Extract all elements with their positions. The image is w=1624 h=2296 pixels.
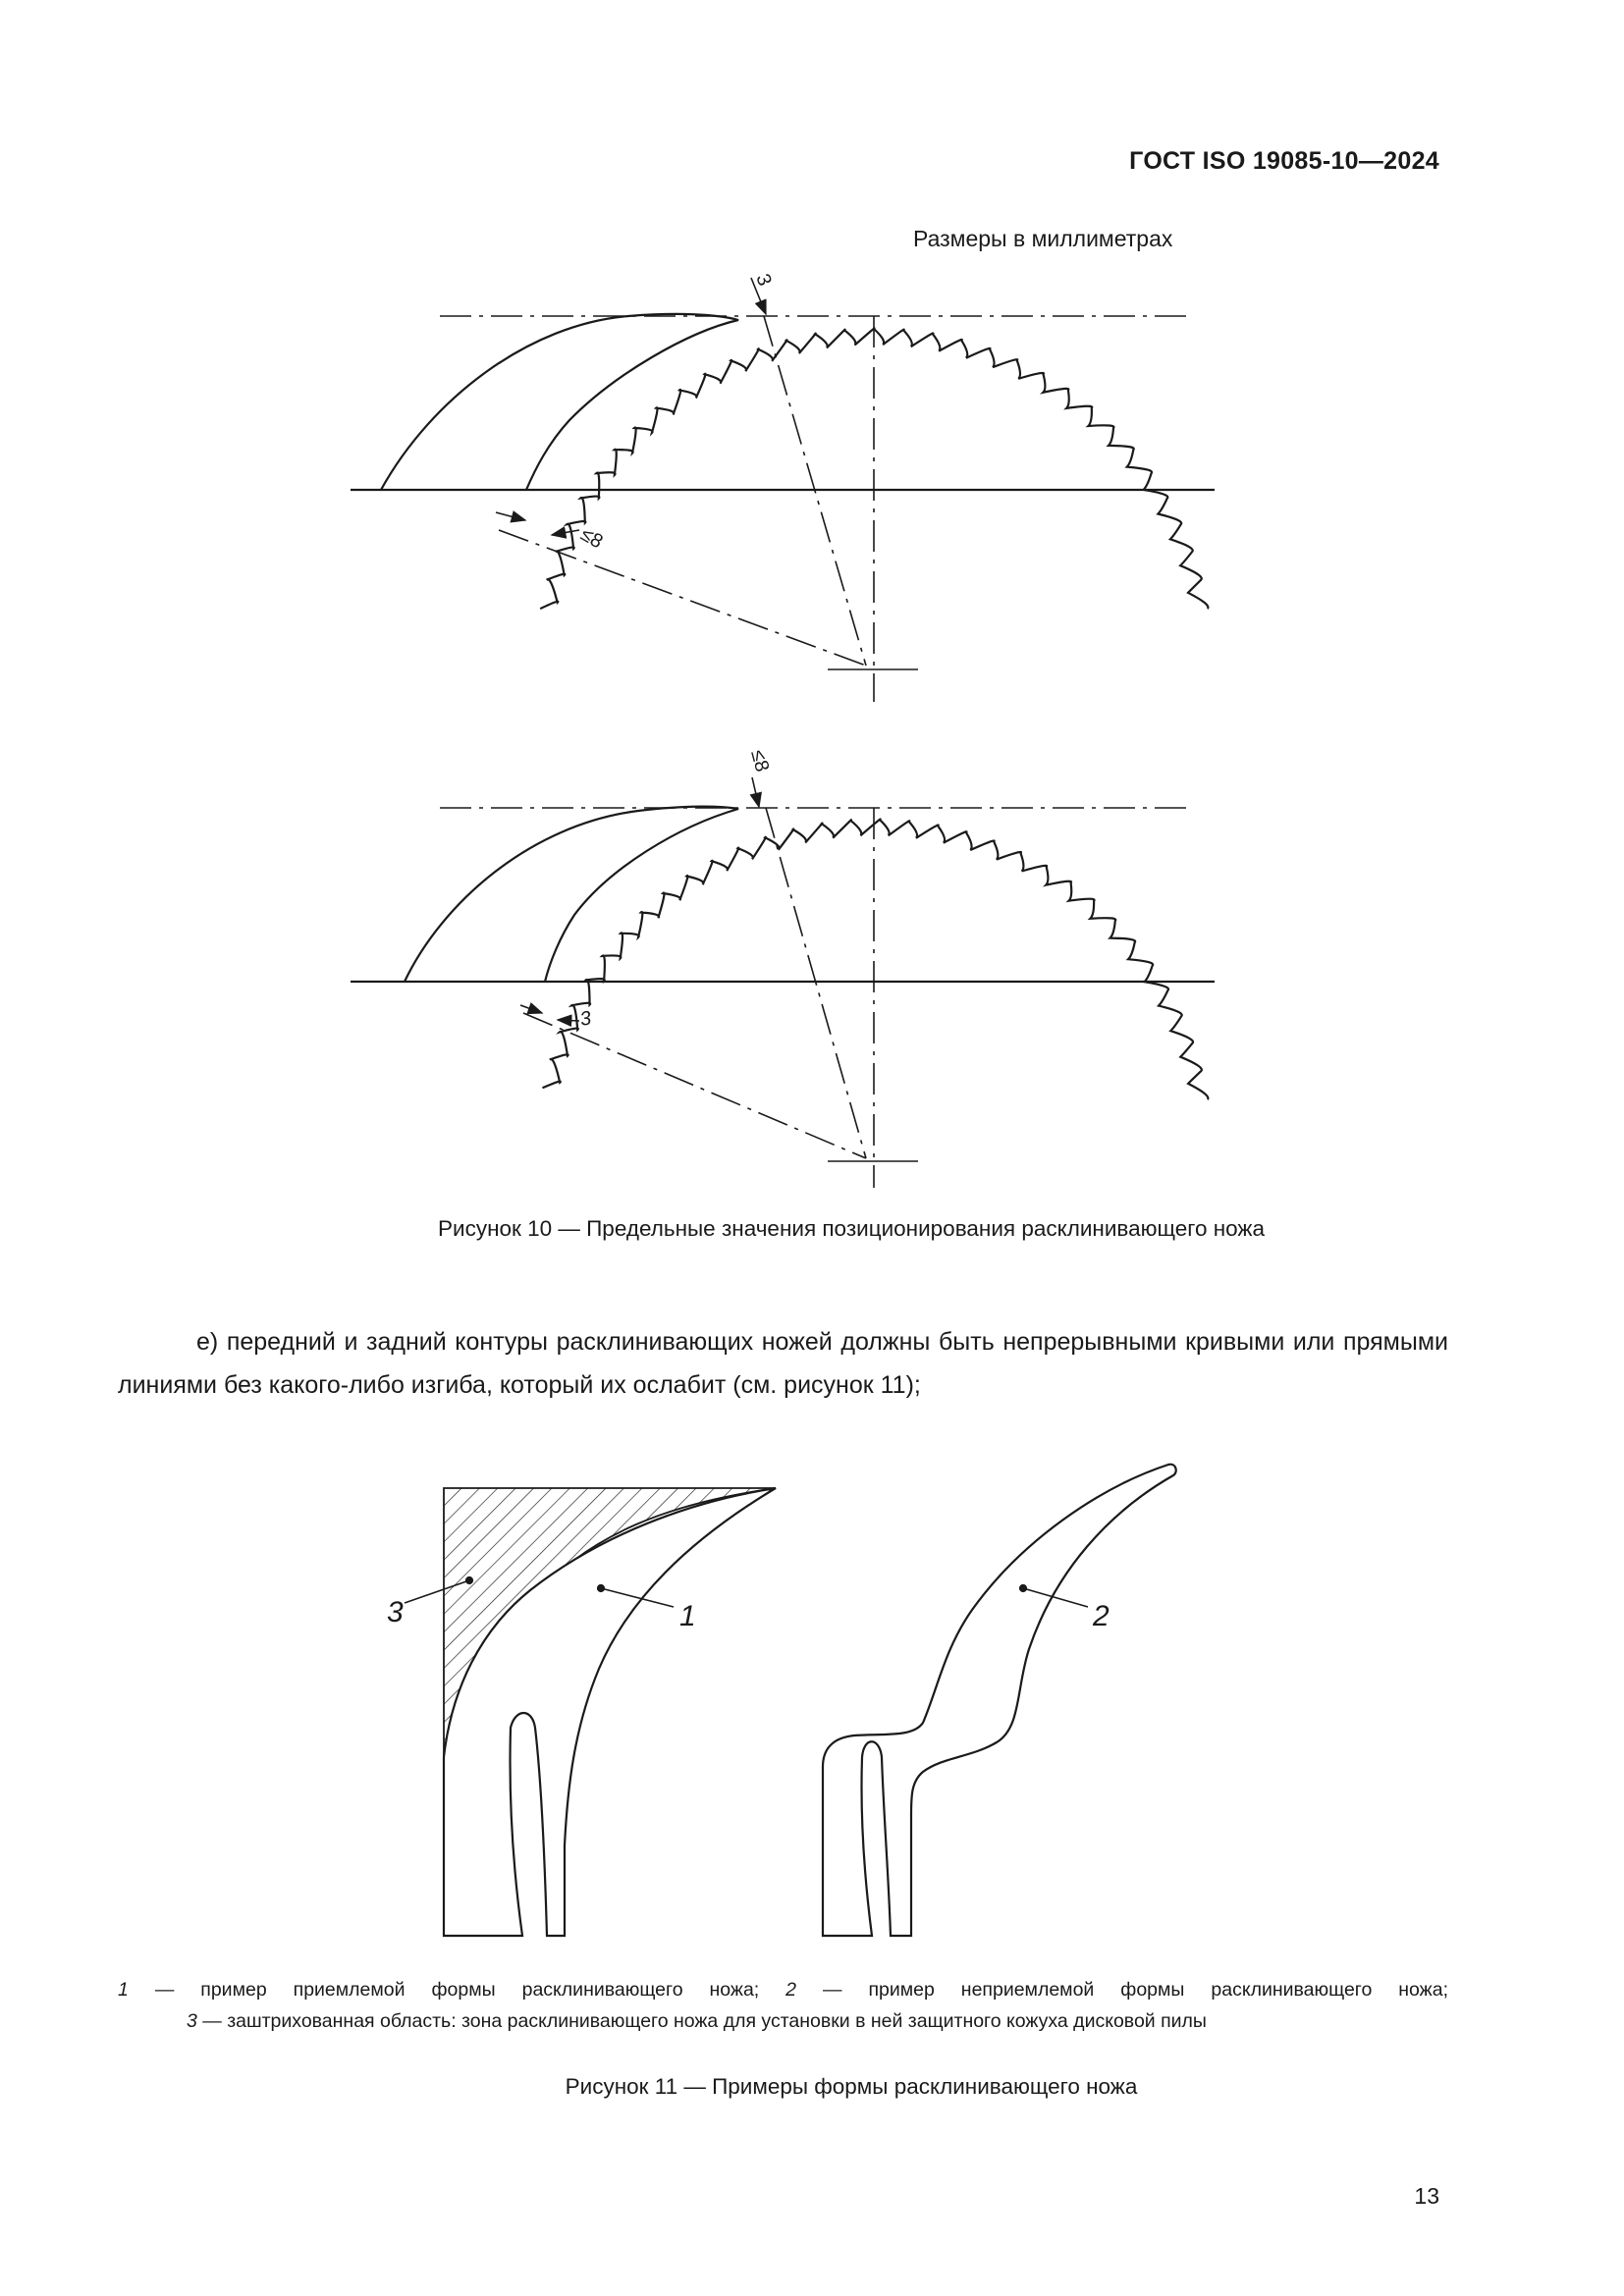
dim-label-bottom: 3 bbox=[578, 1007, 593, 1031]
dim-arrow-left-1 bbox=[520, 1005, 542, 1013]
dim-label-bottom: ≤8 bbox=[576, 523, 607, 554]
riving-knife-outline bbox=[405, 807, 738, 982]
legend-text-2: — пример неприемлемой формы расклинивающего ножа; bbox=[796, 1979, 1448, 2001]
legend-text-3: — заштрихованная область: зона расклинивающего ножа для установки в ней защитного кожуха дисковой пилы bbox=[196, 2010, 1207, 2032]
figure11-unacceptable-knife bbox=[823, 1465, 1176, 1936]
leader-dot-3 bbox=[466, 1577, 472, 1583]
dim-arrow-left-2 bbox=[552, 530, 579, 535]
knife-2-outline bbox=[823, 1465, 1176, 1936]
dim-arrow-left-1 bbox=[496, 512, 525, 520]
legend-line-2 bbox=[118, 2005, 1448, 2037]
saw-teeth bbox=[543, 819, 1209, 1099]
legend-key-2: 2 bbox=[785, 1979, 797, 2001]
page-number: 13 bbox=[1414, 2183, 1439, 2209]
figure10-caption: Рисунок 10 — Предельные значения позиционирования расклинивающего ножа bbox=[438, 1216, 1265, 1241]
figure11-caption: Рисунок 11 — Примеры формы расклинивающего ножа bbox=[565, 2074, 1138, 2099]
document-header: ГОСТ ISO 19085-10—2024 bbox=[1129, 147, 1439, 175]
radial-centerline-2 bbox=[523, 1013, 866, 1158]
figure10-top-diagram bbox=[351, 278, 1215, 702]
key-label-1: 1 bbox=[679, 1600, 696, 1632]
dimensions-note: Размеры в миллиметрах bbox=[913, 226, 1173, 251]
legend-line-1 bbox=[118, 1974, 1448, 2005]
legend-text-1: — пример приемлемой формы расклинивающего ножа; bbox=[128, 1979, 786, 2001]
figure10-bottom-diagram bbox=[351, 777, 1215, 1188]
paragraph-e: е) передний и задний контуры расклинивающих ножей должны быть непрерывными кривыми или прямыми линиями без какого-либо изгиба, который их ослабит (см. рисунок 11); bbox=[118, 1328, 1448, 1399]
riving-knife-outline bbox=[381, 314, 738, 490]
key-label-3: 3 bbox=[387, 1596, 404, 1629]
radial-centerline-1 bbox=[766, 808, 866, 1158]
leader-dot-2 bbox=[1020, 1585, 1026, 1591]
dim-arrow-left-2 bbox=[558, 1020, 579, 1021]
leader-dot-1 bbox=[598, 1585, 604, 1591]
legend-key-1: 1 bbox=[118, 1979, 129, 2001]
key-label-2: 2 bbox=[1093, 1600, 1110, 1632]
dim-label-top: 3 bbox=[751, 271, 776, 290]
figure11-acceptable-knife bbox=[405, 1488, 776, 1936]
figure11-legend bbox=[118, 1974, 1448, 2037]
legend-key-3: 3 bbox=[187, 2010, 197, 2032]
radial-centerline-2 bbox=[499, 530, 866, 666]
dim-arrow-top bbox=[752, 777, 759, 807]
dim-label-top: ≤8 bbox=[746, 747, 774, 774]
